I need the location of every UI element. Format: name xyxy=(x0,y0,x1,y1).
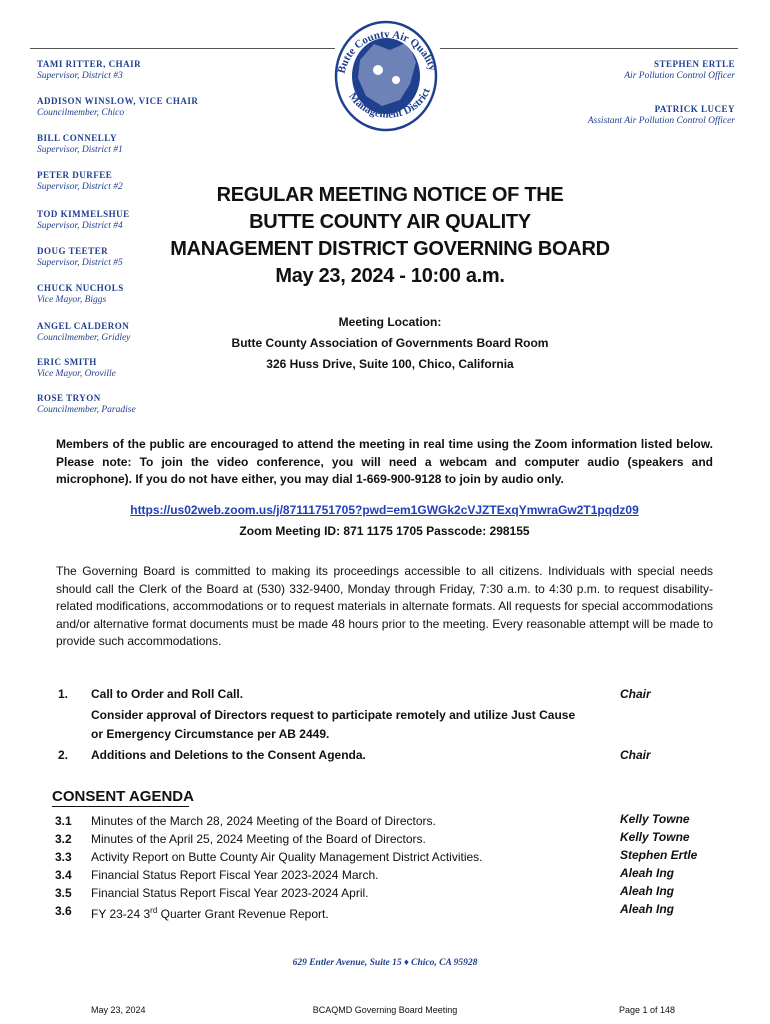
member-role: Supervisor, District #4 xyxy=(37,221,123,231)
consent-item-text: Financial Status Report Fiscal Year 2023-2024 April. xyxy=(91,886,369,900)
consent-item-presenter: Stephen Ertle xyxy=(620,848,698,862)
staff-member xyxy=(588,103,735,127)
location-label: Meeting Location: xyxy=(338,315,442,329)
consent-item-number: 3.3 xyxy=(55,850,72,864)
member-role: Supervisor, District #3 xyxy=(37,71,123,81)
staff-member xyxy=(624,58,735,82)
member-role: Supervisor, District #5 xyxy=(37,258,123,268)
agenda-item-text: Additions and Deletions to the Consent Agenda. xyxy=(91,748,366,762)
title-line: BUTTE COUNTY AIR QUALITY xyxy=(249,211,531,233)
consent-item-number: 3.6 xyxy=(55,904,72,918)
consent-item-presenter: Kelly Towne xyxy=(620,812,690,826)
member-name: ANGEL CALDERON xyxy=(37,321,130,331)
agenda-item-text: Call to Order and Roll Call. xyxy=(91,687,244,701)
member-role: Councilmember, Chico xyxy=(37,108,125,118)
consent-item-text: Financial Status Report Fiscal Year 2023-2024 March. xyxy=(91,868,379,882)
consent-heading: CONSENT AGENDA xyxy=(52,788,194,805)
consent-item-number: 3.1 xyxy=(55,814,72,828)
consent-item-presenter: Aleah Ing xyxy=(620,902,675,916)
member-role: Supervisor, District #2 xyxy=(37,182,123,192)
roster-member xyxy=(37,169,123,193)
member-name: ADDISON WINSLOW, VICE CHAIR xyxy=(37,96,199,106)
consent-item-text-post: Quarter Grant Revenue Report. xyxy=(157,907,329,921)
member-role: Vice Mayor, Oroville xyxy=(37,369,116,379)
consent-item-number: 3.5 xyxy=(55,886,72,900)
member-name: CHUCK NUCHOLS xyxy=(37,283,124,293)
member-name: TOD KIMMELSHUE xyxy=(37,209,130,219)
footer-date: May 23, 2024 xyxy=(91,1005,146,1015)
zoom-link[interactable]: https://us02web.zoom.us/j/87111751705?pwd=em1GWGk2cVJZTExqYmwraGw2T1pqdz09 xyxy=(130,503,639,517)
consent-item-text-sup: rd xyxy=(150,906,158,915)
member-name: TAMI RITTER, CHAIR xyxy=(37,59,142,69)
location-address: 326 Huss Drive, Suite 100, Chico, California xyxy=(266,357,514,371)
agenda-item-presenter: Chair xyxy=(620,748,651,762)
roster-member xyxy=(37,208,130,232)
roster-member xyxy=(37,132,123,156)
location-place: Butte County Association of Governments Board Room xyxy=(231,336,549,350)
consent-item-number: 3.4 xyxy=(55,868,72,882)
page-title xyxy=(160,182,620,290)
logo-text-bottom: Management District xyxy=(346,86,433,121)
agenda-item-text: Consider approval of Directors request to participate remotely and utilize Just Cause xyxy=(91,708,576,722)
logo-text-top: Butte County Air Quality xyxy=(335,28,439,75)
agenda-item-presenter: Chair xyxy=(620,687,651,701)
member-name: ERIC SMITH xyxy=(37,357,97,367)
consent-item-presenter: Aleah Ing xyxy=(620,866,675,880)
consent-item-presenter: Aleah Ing xyxy=(620,884,675,898)
title-line: MANAGEMENT DISTRICT GOVERNING BOARD xyxy=(170,238,610,260)
roster-member xyxy=(37,95,198,119)
roster-member xyxy=(37,356,116,380)
consent-item-number: 3.2 xyxy=(55,832,72,846)
title-line: REGULAR MEETING NOTICE OF THE xyxy=(216,184,564,206)
member-name: BILL CONNELLY xyxy=(37,133,117,143)
consent-item-text-pre: FY 23-24 3 xyxy=(91,907,151,921)
consent-item-text: Minutes of the March 28, 2024 Meeting of the Board of Directors. xyxy=(91,814,436,828)
member-role: Councilmember, Gridley xyxy=(37,333,131,343)
header-rule-left xyxy=(30,48,335,49)
zoom-meeting-id: Zoom Meeting ID: 871 1175 1705 Passcode: 298155 xyxy=(239,524,530,538)
footer-page-number: Page 1 of 148 xyxy=(619,1005,676,1015)
member-role: Vice Mayor, Biggs xyxy=(37,295,107,305)
roster-member xyxy=(37,245,123,269)
footer-title: BCAQMD Governing Board Meeting xyxy=(312,1005,458,1015)
accessibility-statement: The Governing Board is committed to making its proceedings accessible to all citizens. Individuals with special needs should call the Clerk of the Board at (530) 332-9400, Monday through Friday, 7:30 a.m. to 4:30 p.m. to request disability-related modifications, accommodations or to request materials in alternate formats. All requests for special accommodations and/or alternative format documents must be made 48 hours prior to the meeting. Every reasonable attempt will be made to provide such accommodations. xyxy=(56,564,713,648)
member-name: ROSE TRYON xyxy=(37,393,101,403)
staff-role: Assistant Air Pollution Control Officer xyxy=(587,116,735,126)
agenda-item-number: 1. xyxy=(58,687,69,701)
roster-member xyxy=(37,392,136,416)
meeting-datetime: May 23, 2024 - 10:00 a.m. xyxy=(275,265,505,287)
roster-member xyxy=(37,282,124,306)
consent-item-text xyxy=(91,902,329,923)
staff-name: STEPHEN ERTLE xyxy=(654,59,735,69)
consent-heading-rule xyxy=(52,806,189,807)
member-name: DOUG TEETER xyxy=(37,246,109,256)
district-logo xyxy=(330,10,442,132)
member-role: Councilmember, Paradise xyxy=(37,405,136,415)
agenda-item-text: or Emergency Circumstance per AB 2449. xyxy=(91,727,330,741)
consent-item-presenter: Kelly Towne xyxy=(620,830,690,844)
roster-member xyxy=(37,320,130,344)
roster-member xyxy=(37,58,141,82)
district-address: 629 Entler Avenue, Suite 15 ♦ Chico, CA 95928 xyxy=(292,958,478,968)
agenda-item-number: 2. xyxy=(58,748,69,762)
header-rule-right xyxy=(440,48,738,49)
staff-role: Air Pollution Control Officer xyxy=(624,71,735,81)
member-name: PETER DURFEE xyxy=(37,170,113,180)
logo-seal xyxy=(330,10,442,132)
staff-name: PATRICK LUCEY xyxy=(654,104,735,114)
public-notice: Members of the public are encouraged to attend the meeting in real time using the Zoom information listed below. Please note: To join the video conference, you will need a webcam and computer audio (speakers and microphone). If you do not have either, you may dial 1-669-900-9128 to join by audio only. xyxy=(56,437,713,486)
consent-item-text: Activity Report on Butte County Air Quality Management District Activities. xyxy=(91,850,483,864)
consent-item-text: Minutes of the April 25, 2024 Meeting of the Board of Directors. xyxy=(91,832,426,846)
member-role: Supervisor, District #1 xyxy=(37,145,123,155)
meeting-location xyxy=(200,312,580,375)
